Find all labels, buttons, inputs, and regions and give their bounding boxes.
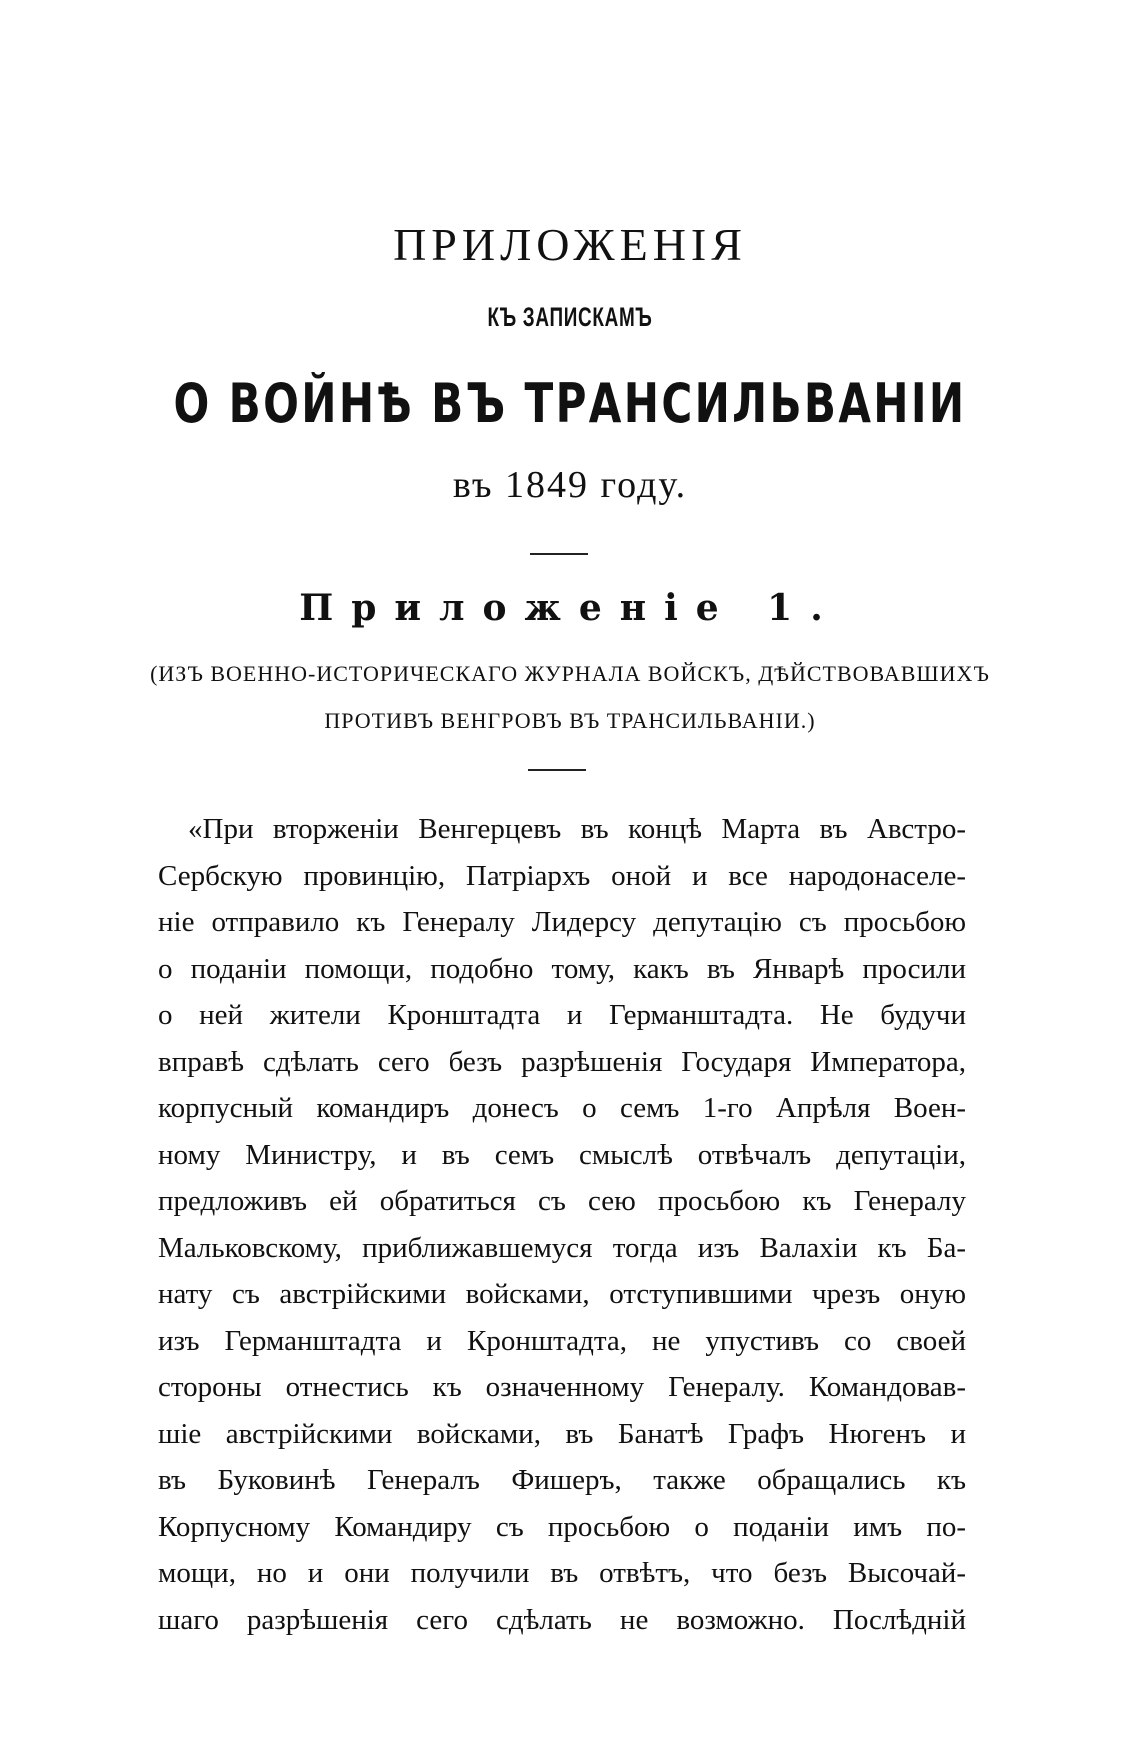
text-line: шаго разрѣшенія сего сдѣлать не возможно. Послѣдній xyxy=(158,1603,966,1636)
text-line: Корпусному Командиру съ просьбою о поданіи имъ по- xyxy=(158,1510,966,1543)
text-line: шіе австрійскими войсками, въ Банатѣ Графъ Нюгенъ и xyxy=(158,1417,966,1450)
page-title: ПРИЛОЖЕНІЯ xyxy=(393,219,747,270)
subtitle-year: въ 1849 году. xyxy=(452,464,688,506)
text-line: вправѣ сдѣлать сего безъ разрѣшенія Государя Императора, xyxy=(158,1045,966,1078)
divider-rule xyxy=(528,769,586,771)
source-line-2: ПРОТИВЪ ВЕНГРОВЪ ВЪ ТРАНСИЛЬВАНІИ.) xyxy=(324,708,816,733)
text-line: о ней жители Кронштадта и Германштадта. Не будучи xyxy=(158,999,966,1031)
text-line: нату съ австрійскими войсками, отступившими чрезъ оную xyxy=(158,1278,966,1310)
main-title: О ВОЙНѢ ВЪ ТРАНСИЛЬВАНІИ xyxy=(173,372,967,435)
text-line: въ Буковинѣ Генералъ Фишеръ, также обращались къ xyxy=(158,1464,966,1496)
text-line: «При вторженіи Венгерцевъ въ концѣ Марта въ Австро- xyxy=(188,813,966,845)
divider-rule xyxy=(530,553,588,555)
text-line: ніе отправило къ Генералу Лидерсу депутацію съ просьбою xyxy=(158,906,966,938)
text-line: предложивъ ей обратиться съ сею просьбою къ Генералу xyxy=(158,1185,966,1217)
body-text xyxy=(158,806,966,1643)
text-line: мощи, но и они получили въ отвѣтъ, что безъ Высочай- xyxy=(158,1557,966,1589)
subtitle-top: КЪ ЗАПИСКАМЪ xyxy=(487,302,653,332)
source-line-1: (ИЗЪ ВОЕННО-ИСТОРИЧЕСКАГО ЖУРНАЛА ВОЙСКЪ, ДѢЙСТВОВАВШИХЪ xyxy=(150,661,990,686)
text-line: стороны отнестись къ означенному Генералу. Командовав- xyxy=(158,1371,966,1403)
appendix-heading: Приложеніе 1. xyxy=(299,587,841,629)
text-line: изъ Германштадта и Кронштадта, не упустивъ со своей xyxy=(158,1324,966,1357)
text-line: ному Министру, и въ семъ смыслѣ отвѣчалъ депутаціи, xyxy=(158,1138,966,1171)
text-line: корпусный командиръ донесъ о семъ 1-го Апрѣля Воен- xyxy=(158,1092,966,1124)
text-line: о поданіи помощи, подобно тому, какъ въ Январѣ просили xyxy=(158,952,966,985)
text-line: Мальковскому, приближавшемуся тогда изъ Валахіи къ Ба- xyxy=(158,1231,966,1264)
text-line: Сербскую провинцію, Патріархъ оной и все народонаселе- xyxy=(158,859,966,892)
